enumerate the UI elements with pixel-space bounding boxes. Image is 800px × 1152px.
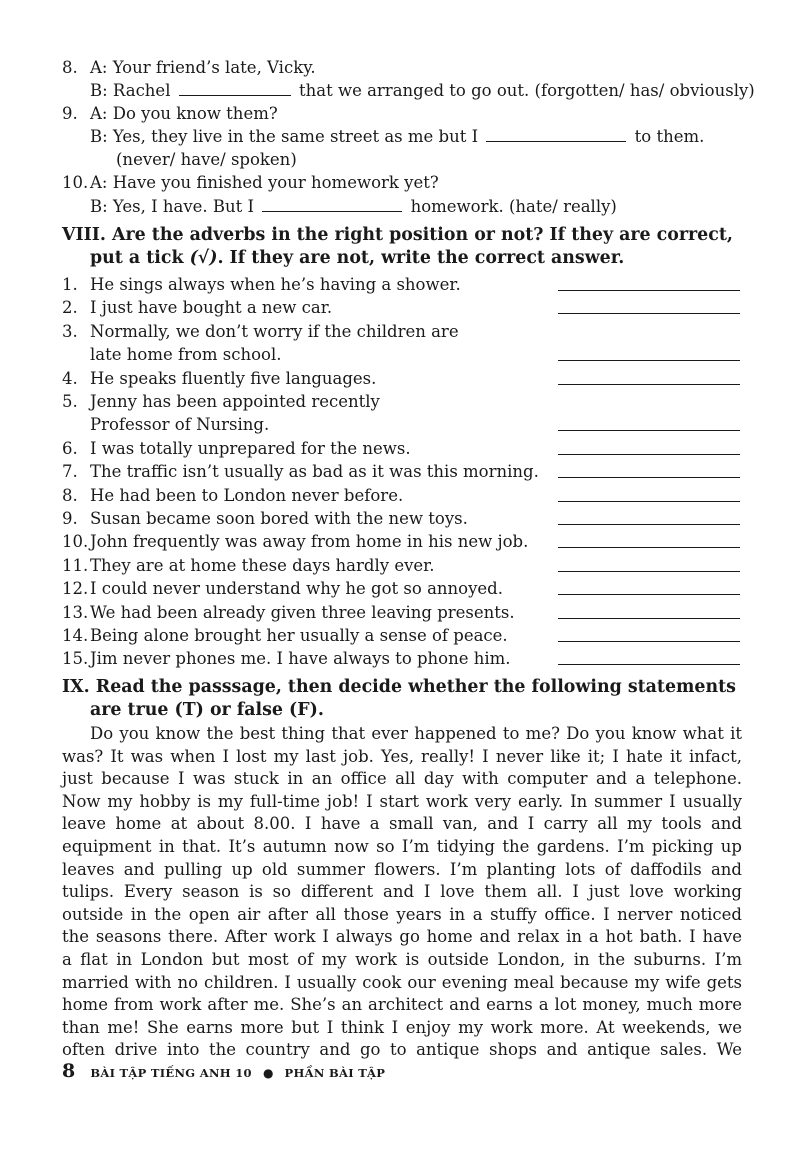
passage-line: often drive into the country and go to antique shops and antique sales. We xyxy=(62,1040,742,1060)
adverb-item-number: 15. xyxy=(62,649,89,669)
answer-line[interactable] xyxy=(558,571,740,572)
section-viii-title-line1: VIII. Are the adverbs in the right position or not? If they are correct, xyxy=(62,225,733,245)
adverb-item-text: late home from school. xyxy=(90,345,282,365)
q9-line-a: A: Do you know them? xyxy=(90,104,278,123)
adverb-item-number: 2. xyxy=(62,298,78,318)
passage-line: was? It was when I lost my last job. Yes, really! I never like it; I hate it infact, xyxy=(62,746,742,766)
adverb-item-number: 4. xyxy=(62,368,78,388)
page-number: 8 xyxy=(62,1060,76,1082)
passage-line: home from work after me. She’s an architect and earns a lot money, much more xyxy=(62,995,742,1015)
answer-line[interactable] xyxy=(558,313,740,314)
passage-line: a flat in London but most of my work is outside London, in the suburns. I’m xyxy=(62,950,742,969)
adverb-item-text: Being alone brought her usually a sense of peace. xyxy=(90,626,508,645)
passage-line: tulips. Every season is so different and I love them all. I just love working xyxy=(62,882,742,902)
adverb-item-text: Susan became soon bored with the new toys. xyxy=(90,509,468,528)
q9-line-b xyxy=(90,125,704,148)
q9-number: 9. xyxy=(62,104,78,123)
section-viii-title-line2 xyxy=(90,247,624,270)
adverb-item-text: The traffic isn’t usually as bad as it was this morning. xyxy=(90,462,539,482)
adverb-item-number: 9. xyxy=(62,509,78,528)
adverb-item-number: 10. xyxy=(62,532,89,552)
q9-hint: (never/ have/ spoken) xyxy=(116,150,297,169)
passage-line: equipment in that. It’s autumn now so I’m tidying the gardens. I’m picking up xyxy=(62,837,742,856)
passage-line: just because I was stuck in an office all day with computer and a telephone. xyxy=(62,769,742,789)
answer-line[interactable] xyxy=(558,547,740,548)
answer-line[interactable] xyxy=(558,524,740,525)
tick-symbol: (√) xyxy=(189,248,218,268)
adverb-item-text: Jim never phones me. I have always to phone him. xyxy=(90,649,511,669)
answer-line[interactable] xyxy=(558,384,740,385)
passage-line: Do you know the best thing that ever happened to me? Do you know what it xyxy=(90,724,742,743)
answer-line[interactable] xyxy=(558,290,740,291)
adverb-item-number: 3. xyxy=(62,321,78,341)
bullet-icon: ● xyxy=(262,1066,274,1080)
q8-line-b xyxy=(90,79,755,102)
passage-line: leave home at about 8.00. I have a small van, and I carry all my tools and xyxy=(62,814,742,834)
page-footer xyxy=(62,1060,385,1082)
q8-number: 8. xyxy=(62,58,78,77)
adverb-item-text: We had been already given three leaving presents. xyxy=(90,602,515,622)
passage-line: outside in the open air after all those years in a stuffy office. I nerver noticed xyxy=(62,904,742,924)
adverb-item-text: He speaks fluently five languages. xyxy=(90,368,377,388)
passage-line: Now my hobby is my full-time job! I start work very early. In summer I usually xyxy=(62,791,742,811)
adverb-item-text: He sings always when he’s having a shower. xyxy=(90,275,461,294)
adverb-item-number: 11. xyxy=(62,555,89,575)
adverb-item-number: 13. xyxy=(62,602,89,622)
section-viii-title-pre: put a tick xyxy=(90,248,184,268)
adverb-item-text: I was totally unprepared for the news. xyxy=(90,438,411,458)
q10-line-b xyxy=(90,195,617,218)
passage-line: the seasons there. After work I always go home and relax in a hot bath. I have xyxy=(62,927,742,947)
adverb-item-number: 6. xyxy=(62,438,78,458)
q9-answer-blank[interactable] xyxy=(486,126,626,142)
q10-b-post: homework. (hate/ really) xyxy=(410,197,617,216)
adverb-item-number: 5. xyxy=(62,392,78,411)
q8-b-pre: B: Rachel xyxy=(90,81,171,100)
adverb-item-text: I just have bought a new car. xyxy=(90,298,333,318)
q9-b-post: to them. xyxy=(634,127,705,146)
adverb-item-text: Professor of Nursing. xyxy=(90,415,270,435)
section-viii-title-post: . If they are not, write the correct answer. xyxy=(217,248,625,268)
adverb-item-number: 1. xyxy=(62,275,78,294)
q10-number: 10. xyxy=(62,173,89,192)
adverb-item-number: 12. xyxy=(62,579,89,599)
passage-line: married with no children. I usually cook our evening meal because my wife gets xyxy=(62,972,742,992)
adverb-item-text: Normally, we don’t worry if the children are xyxy=(90,321,459,341)
book-title: BÀI TẬP TIẾNG ANH 10 xyxy=(90,1066,252,1080)
q9-b-pre: B: Yes, they live in the same street as me but I xyxy=(90,127,479,146)
adverb-item-number: 7. xyxy=(62,462,78,482)
section-ix-title-line1: IX. Read the passsage, then decide whether the following statements xyxy=(62,677,736,697)
answer-line[interactable] xyxy=(558,618,740,619)
adverb-item-text: He had been to London never before. xyxy=(90,485,404,505)
passage-line: than me! She earns more but I think I enjoy my work more. At weekends, we xyxy=(62,1017,742,1037)
q8-answer-blank[interactable] xyxy=(179,80,291,96)
section-ix-title-line2: are true (T) or false (F). xyxy=(90,700,324,720)
answer-line[interactable] xyxy=(558,430,740,431)
passage-line: leaves and pulling up old summer flowers. I’m planting lots of daffodils and xyxy=(62,859,742,879)
answer-line[interactable] xyxy=(558,664,740,665)
q10-answer-blank[interactable] xyxy=(262,196,402,212)
answer-line[interactable] xyxy=(558,501,740,502)
q10-b-pre: B: Yes, I have. But I xyxy=(90,197,255,216)
answer-line[interactable] xyxy=(558,454,740,455)
adverb-item-text: John frequently was away from home in his new job. xyxy=(90,532,529,552)
answer-line[interactable] xyxy=(558,594,740,595)
q8-line-a: A: Your friend’s late, Vicky. xyxy=(90,58,316,77)
section-label: PHẦN BÀI TẬP xyxy=(284,1066,386,1080)
answer-line[interactable] xyxy=(558,477,740,478)
adverb-item-text: I could never understand why he got so annoyed. xyxy=(90,579,503,599)
q10-line-a: A: Have you finished your homework yet? xyxy=(90,173,439,192)
answer-line[interactable] xyxy=(558,360,740,361)
adverb-item-text: They are at home these days hardly ever. xyxy=(90,555,435,575)
answer-line[interactable] xyxy=(558,641,740,642)
adverb-item-number: 14. xyxy=(62,626,89,645)
adverb-item-text: Jenny has been appointed recently xyxy=(90,392,380,411)
q8-b-post: that we arranged to go out. (forgotten/ has/ obviously) xyxy=(298,81,755,100)
adverb-item-number: 8. xyxy=(62,485,78,505)
